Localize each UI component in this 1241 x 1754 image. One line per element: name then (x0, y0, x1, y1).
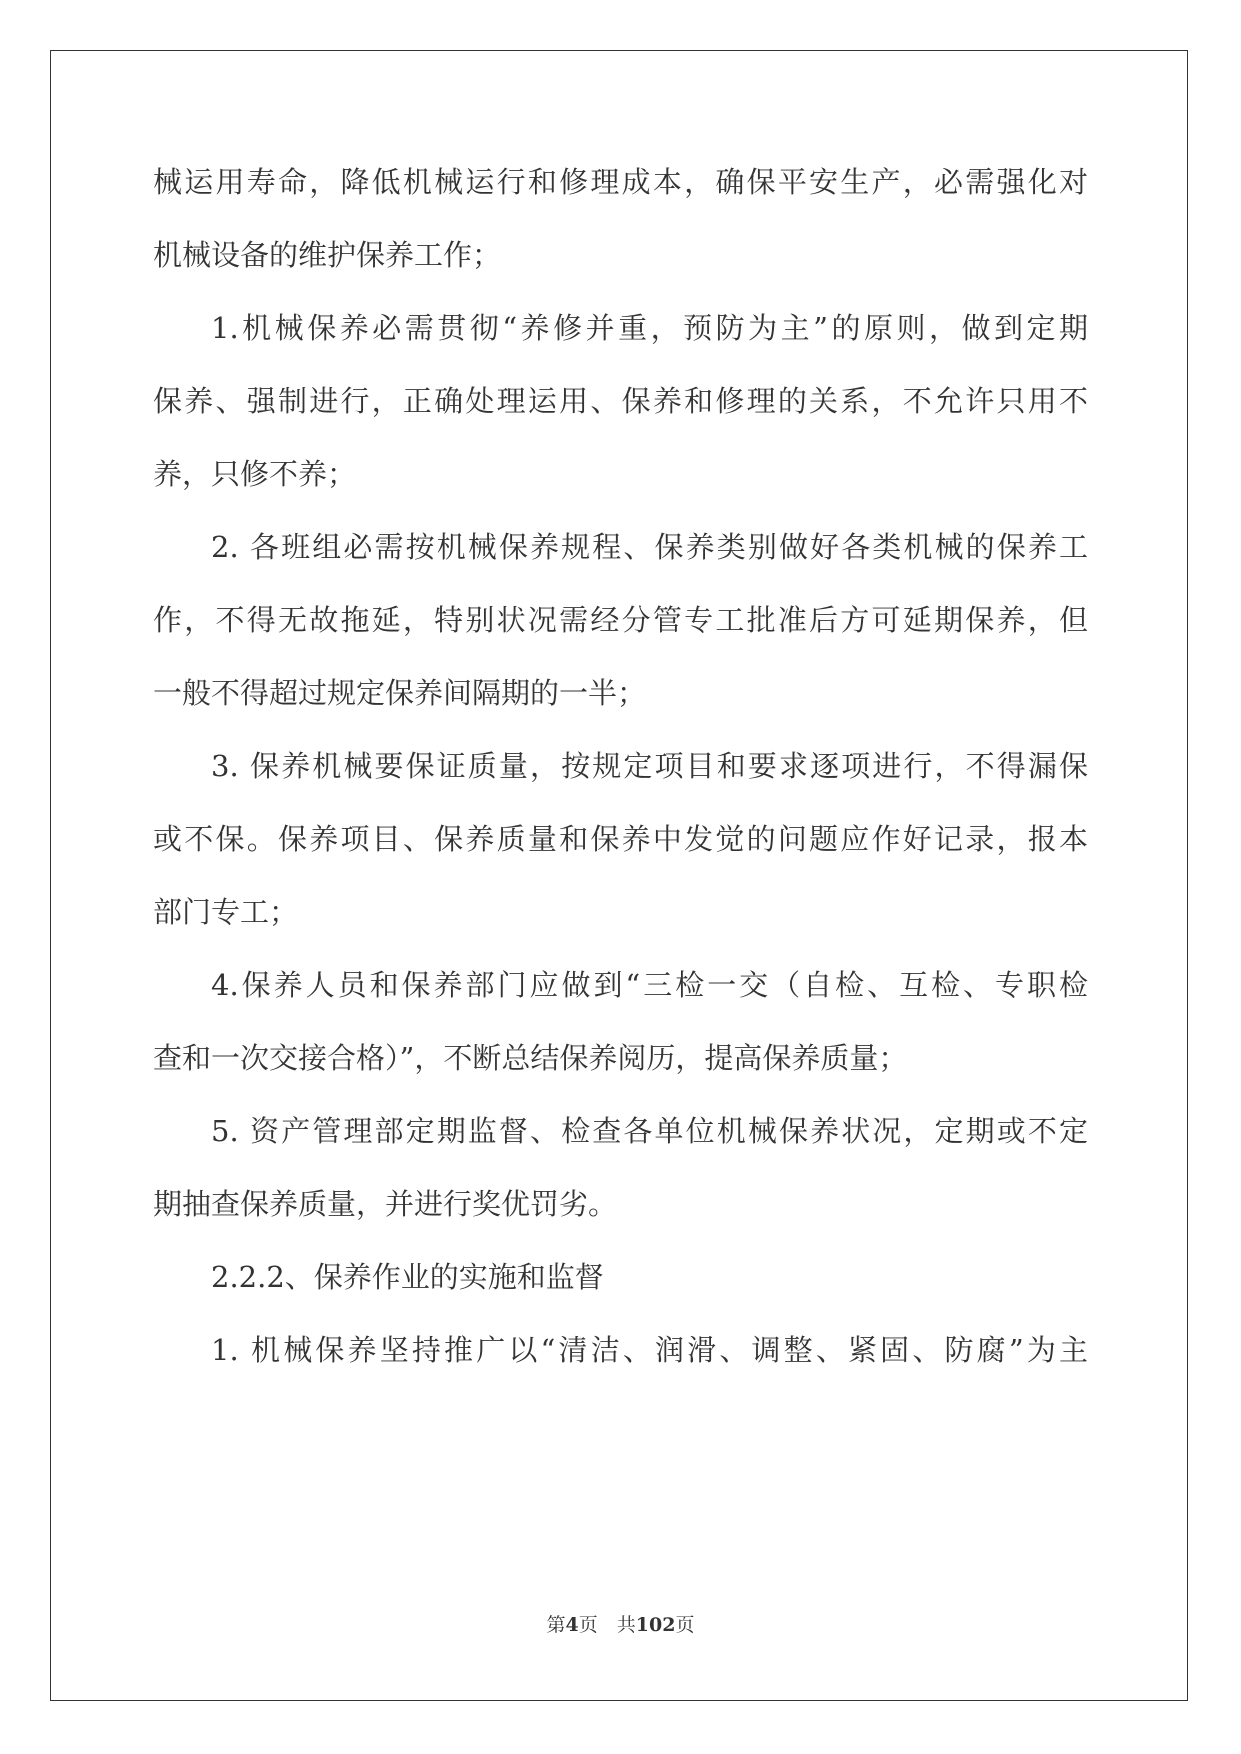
text-line: 4.保养人员和保养部门应做到“三检一交（自检、互检、专职检 (211, 968, 1088, 1002)
text-line: 部门专工； (153, 895, 299, 929)
text-line: 1.机械保养必需贯彻“养修并重，预防为主”的原则，做到定期 (211, 311, 1088, 345)
text-line: 1. 机械保养坚持推广以“清洁、润滑、调整、紧固、防腐”为主 (211, 1333, 1088, 1367)
footer-page-number: 4 (565, 1614, 579, 1636)
text-line: 作，不得无故拖延，特别状况需经分管专工批准后方可延期保养，但 (153, 603, 1088, 637)
text-line: 或不保。保养项目、保养质量和保养中发觉的问题应作好记录，报本 (153, 822, 1088, 856)
text-line: 5. 资产管理部定期监督、检查各单位机械保养状况，定期或不定 (211, 1114, 1088, 1148)
text-line: 机械设备的维护保养工作； (153, 238, 502, 272)
text-line: 保养、强制进行，正确处理运用、保养和修理的关系，不允许只用不 (153, 384, 1088, 418)
text-line: 3. 保养机械要保证质量，按规定项目和要求逐项进行，不得漏保 (211, 749, 1088, 783)
text-line: 养，只修不养； (153, 457, 357, 491)
footer-suffix: 页 (675, 1614, 695, 1636)
footer-mid: 页 共 (578, 1614, 636, 1636)
text-line: 查和一次交接合格）”，不断总结保养阅历，提高保养质量； (153, 1041, 908, 1075)
page-footer (0, 1612, 1241, 1638)
text-line: 一般不得超过规定保养间隔期的一半； (153, 676, 647, 710)
footer-total-pages: 102 (635, 1614, 676, 1636)
text-line: 期抽查保养质量，并进行奖优罚劣。 (153, 1187, 618, 1221)
text-line: 械运用寿命，降低机械运行和修理成本，确保平安生产，必需强化对 (153, 165, 1088, 199)
text-line: 2.2.2、保养作业的实施和监督 (211, 1260, 604, 1294)
text-line: 2. 各班组必需按机械保养规程、保养类别做好各类机械的保养工 (211, 530, 1088, 564)
footer-prefix: 第 (546, 1614, 566, 1636)
page-border (50, 50, 1188, 1701)
